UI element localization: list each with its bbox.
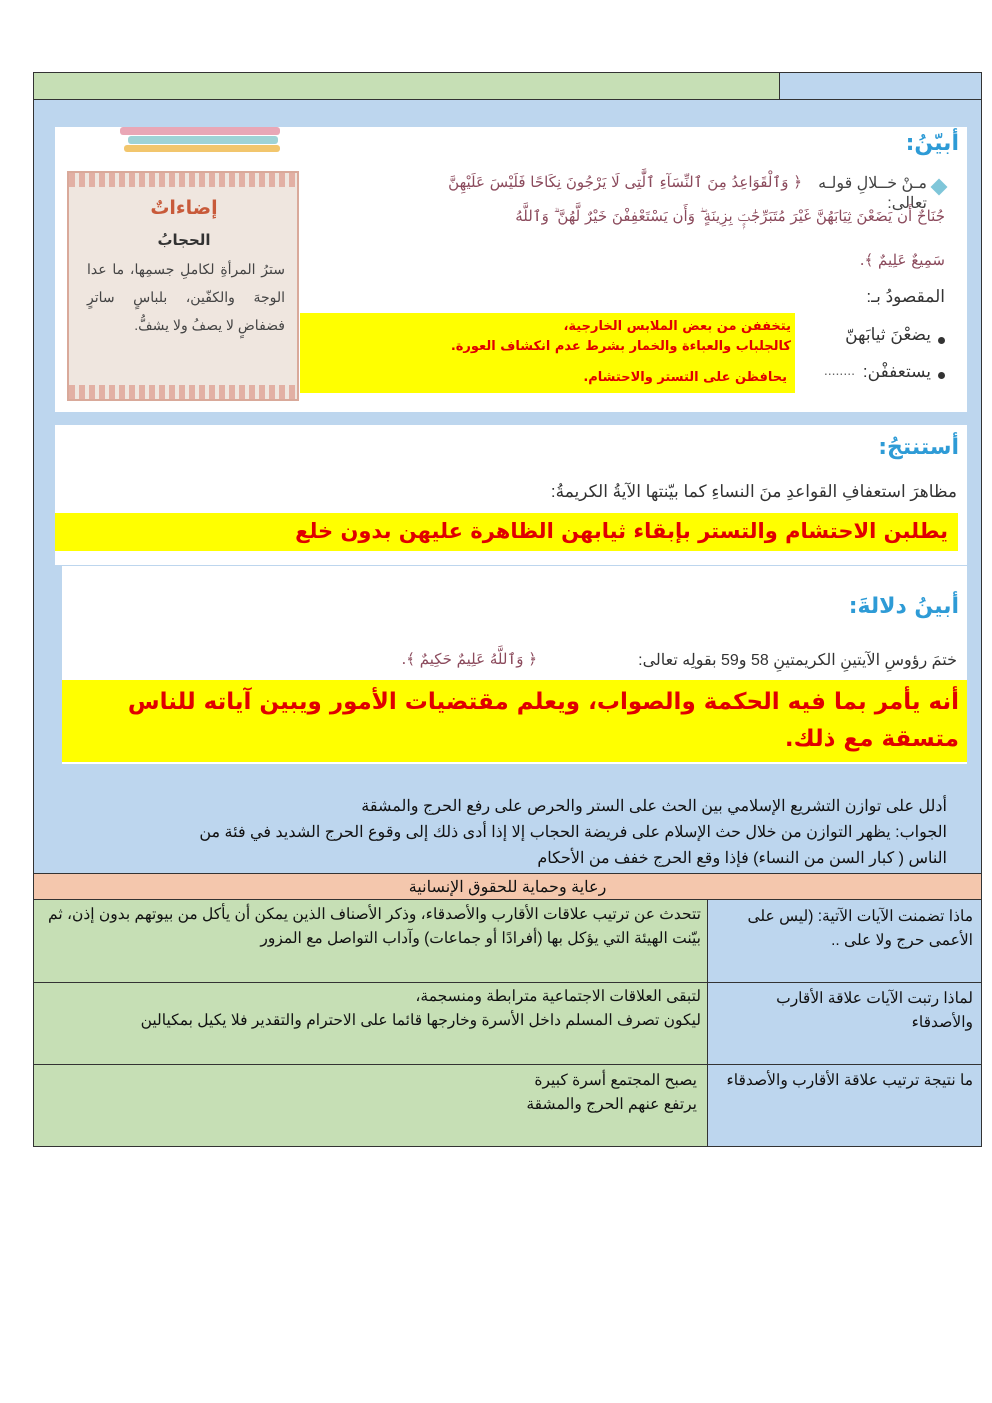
dalala-question: ختمَ رؤوسِ الآيتينِ الكريمتينِ 58 و59 بقولِه تعالى: bbox=[638, 652, 957, 669]
qa-answer-cell-3 bbox=[33, 1064, 708, 1147]
idaat-subtitle: الحجابُ bbox=[157, 231, 211, 249]
idaat-body: سترُ المرأةِ لكاملِ جسمِها، ما عدا الوجهَ والكفّين، بلباسٍ ساترٍ فضفاضٍ لا يصفُ ولا يشفُّ. bbox=[87, 261, 285, 333]
qa-answer-3-line-2: يرتفع عنهم الحرج والمشقة bbox=[526, 1096, 697, 1113]
evidence-answer-line-2: الناس ( كبار السن من النساء) فإذا وقع الحرج خفف من الأحكام bbox=[537, 850, 947, 867]
qa-question-2: لماذا رتبت الآيات علاقة الأقارب والأصدقاء bbox=[776, 990, 973, 1031]
verse-line-3: سَمِيعٌ عَلِيمٌ ﴾. bbox=[859, 251, 945, 269]
term-1: يضعْنَ ثيابَهنّ bbox=[845, 325, 931, 344]
books-illustration bbox=[120, 127, 290, 153]
qa-question-cell-3 bbox=[707, 1064, 982, 1147]
term-2-answer: يحافظن على التستر والاحتشام. bbox=[583, 370, 787, 385]
bullet-dot-icon bbox=[938, 372, 945, 379]
maqsud-label: المقصودُ بـ: bbox=[866, 287, 945, 306]
dalala-answer: أنه يأمر بما فيه الحكمة والصواب، ويعلم مقتضيات الأمور ويبين آياته للناس متسقة مع ذلك. bbox=[127, 689, 959, 752]
term-1-answer-line-2: كالجلباب والعباءة والخمار بشرط عدم انكشاف العورة. bbox=[450, 339, 791, 354]
top-row-left-cell bbox=[33, 72, 780, 100]
astantij-answer: يطلبن الاحتشام والتستر بإبقاء ثيابهن الظاهرة عليهن بدون خلع bbox=[295, 519, 948, 543]
astantij-answer-box bbox=[55, 513, 958, 551]
qa-question-cell-2 bbox=[707, 982, 982, 1065]
textbook-panel-dalala bbox=[62, 566, 967, 764]
top-row-right-cell bbox=[779, 72, 982, 100]
card-bottom-ornament bbox=[69, 385, 297, 399]
term-1-answer-box bbox=[300, 313, 795, 364]
astantij-heading: أستنتجُ: bbox=[878, 435, 959, 460]
evidence-answer-line-1: الجواب: يظهر التوازن من خلال حث الإسلام على فريضة الحجاب إلا إذا أدى ذلك إلى وقوع الحرج الشديد في فئة من bbox=[199, 824, 947, 841]
textbook-panel-astantij bbox=[55, 425, 967, 565]
qa-answer-cell-2 bbox=[33, 982, 708, 1065]
dalala-answer-box bbox=[62, 680, 967, 762]
evidence-question: أدلل على توازن التشريع الإسلامي بين الحث على الستر والحرص على رفع الحرج والمشقة bbox=[361, 798, 947, 815]
astantij-question: مظاهرَ استعفافِ القواعدِ منَ النساءِ كما بيّنتها الآيةُ الكريمةُ: bbox=[550, 482, 957, 501]
qa-question-3: ما نتيجة ترتيب علاقة الأقارب والأصدقاء bbox=[726, 1072, 973, 1089]
idaat-title: إضاءاتٌ bbox=[150, 197, 218, 219]
diamond-bullet-icon bbox=[931, 179, 948, 196]
verse-line-2: جُنَاحٌ أَن يَضَعْنَ ثِيَابَهُنَّ غَيْرَ مُتَبَرِّجَٰتٍۭ بِزِينَةٍ ۖ وَأَن يَسْتَعْفِفْنَ خَيْرٌ لَّهُنَّ ۗ وَٱللَّهُ bbox=[515, 207, 945, 225]
qa-answer-1: تتحدث عن ترتيب علاقات الأقارب والأصدقاء، وذكر الأصناف الذين يمكن أن يأكل من بيوتهم بدون إذن، ثم بيّنت الهيئة التي يؤكل بها (أفرادًا أو جماعات) وآداب التواصل مع المزور bbox=[48, 906, 701, 947]
textbook-panel-ubayyin bbox=[55, 127, 967, 412]
dalala-heading: أبينُ دلالةَ: bbox=[848, 594, 959, 619]
qa-question-1: ماذا تضمنت الآيات الآتية: (ليس على الأعمى حرج ولا على .. bbox=[747, 908, 973, 949]
section-title-row bbox=[33, 873, 982, 900]
section-title: رعاية وحماية للحقوق الإنسانية bbox=[408, 879, 607, 896]
ubayyin-heading: أبيّنُ: bbox=[905, 131, 959, 156]
verse-line-1: ﴿ وَٱلْقَوَاعِدُ مِنَ ٱلنِّسَآءِ ٱلَّٰتِى لَا يَرْجُونَ نِكَاحًا فَلَيْسَ عَلَيْهِنَّ bbox=[448, 173, 802, 191]
qa-answer-cell-1 bbox=[33, 899, 708, 983]
qa-answer-2-line-2: ليكون تصرف المسلم داخل الأسرة وخارجها قائما على الاحترام والتقدير فلا يكيل بمكيالين bbox=[140, 1012, 701, 1029]
term-2-dots: ........ bbox=[823, 362, 855, 378]
bullet-dot-icon bbox=[938, 337, 945, 344]
qa-question-cell-1 bbox=[707, 899, 982, 983]
qa-answer-2-line-1: لتبقى العلاقات الاجتماعية مترابطة ومنسجمة، bbox=[415, 988, 701, 1005]
term-1-answer-line-1: يتخففن من بعض الملابس الخارجية، bbox=[563, 319, 791, 334]
term-2-answer-box bbox=[300, 364, 795, 393]
term-2: يستعففْن: bbox=[862, 362, 931, 381]
verse-intro: مـنْ خــلالِ قولـه تعالى: bbox=[818, 175, 927, 212]
dalala-verse: ﴿ وَٱللَّهُ عَلِيمٌ حَكِيمٌ ﴾. bbox=[401, 650, 537, 668]
card-top-ornament bbox=[69, 173, 297, 187]
qa-answer-3-line-1: يصبح المجتمع أسرة كبيرة bbox=[534, 1072, 697, 1089]
idaat-card bbox=[67, 171, 299, 401]
